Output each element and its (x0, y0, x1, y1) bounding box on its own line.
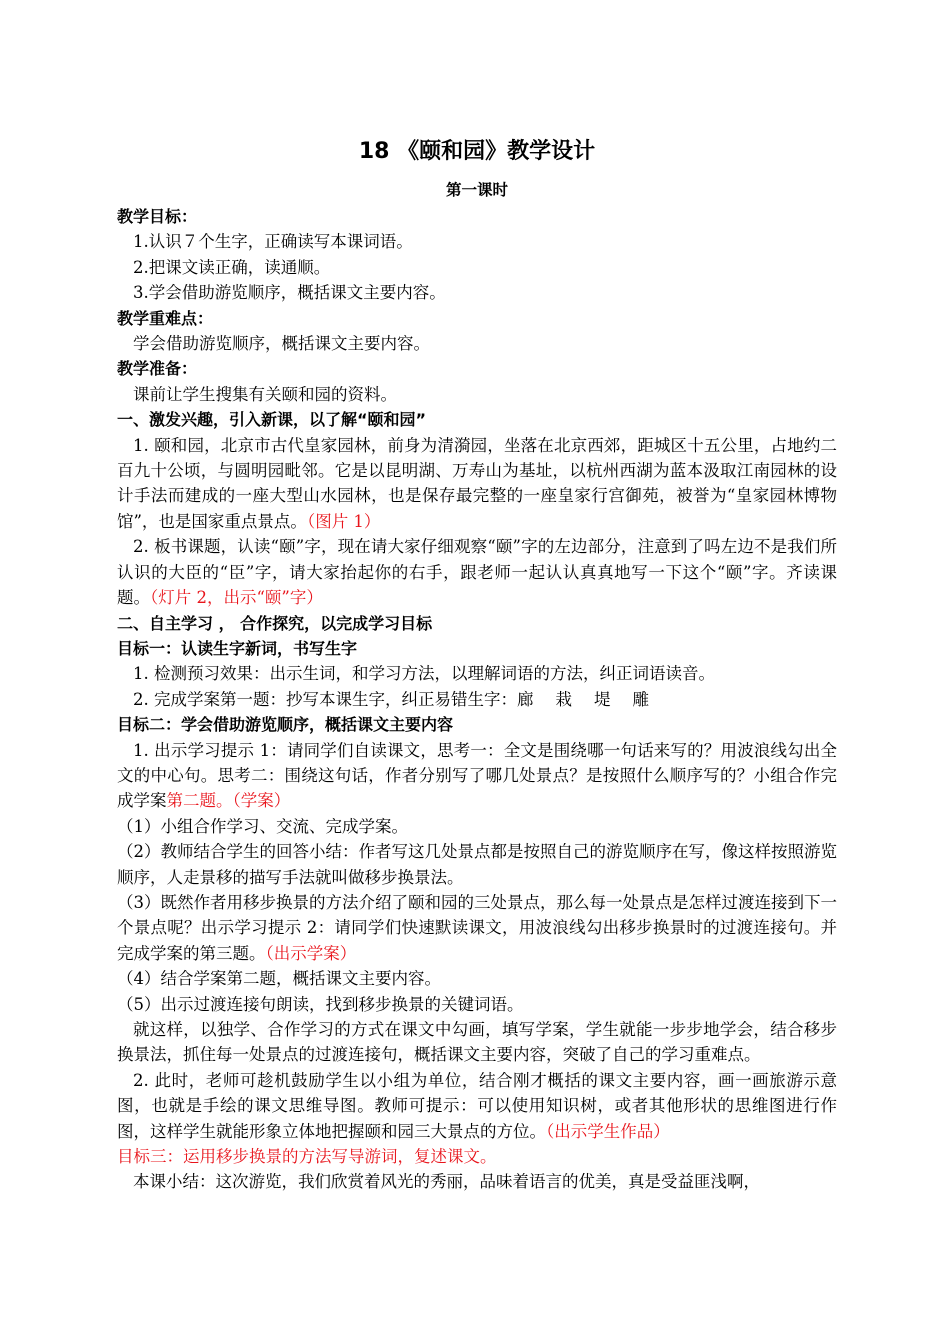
key-points-heading: 教学重难点： (117, 308, 214, 328)
part2-heading: 二、自主学习 ， 合作探究，以完成学习目标 (117, 613, 433, 633)
paragraph: 就这样，以独学、合作学习的方式在课文中勾画，填写学案，学生就能一步步地学会，结合移步换景法，抓住每一处景点的过渡连接句，概括课文主要内容，突破了自己的学习重难点。 (117, 1020, 837, 1065)
goal-item: 1.认识７个生字，正确读写本课词语。 (133, 232, 413, 252)
annotation-red: （出示学案） (265, 943, 357, 963)
paragraph: 2. 完成学案第一题：抄写本课生字，纠正易错生字：廊 栽 堤 雕 (133, 689, 649, 709)
step-item: （3）既然作者用移步换景的方法介绍了颐和园的三处景点，那么每一处景点是怎样过渡连接到下一个景点呢？出示学习提示 2：请同学们快速默读课文，用波浪线勾出移步换景时的过渡连接句。并完成学案的第三题。（出示学案） (117, 892, 837, 963)
step-item: （2）教师结合学生的回答小结：作者写这几处景点都是按照自己的游览顺序在写，像这样按照游览顺序，人走景移的描写手法就叫做移步换景法。 (117, 842, 837, 887)
goal-item: 3.学会借助游览顺序，概括课文主要内容。 (133, 283, 446, 303)
lesson-label: 第一课时 (445, 181, 508, 199)
prep-text: 课前让学生搜集有关颐和园的资料。 (133, 384, 397, 404)
paragraph: 1. 颐和园，北京市古代皇家园林，前身为清漪园，坐落在北京西郊，距城区十五公里，占地约二百九十公顷，与圆明园毗邻。它是以昆明湖、万寿山为基址，以杭州西湖为蓝本汲取江南园林的设计手法而建成的一座大型山水园林，也是保存最完整的一座皇家行宫御苑，被誉为“皇家园林博物馆”，也是国家重点景点。（图片 1） (117, 435, 837, 531)
step-item: （4）结合学案第二题，概括课文主要内容。 (117, 969, 441, 989)
key-points-text: 学会借助游览顺序，概括课文主要内容。 (133, 334, 430, 354)
char: 堤 (594, 689, 611, 709)
document-page (117, 132, 837, 1195)
part1-heading: 一、激发兴趣，引入新课，以了解“颐和园” (117, 410, 427, 430)
paragraph: 本课小结：这次游览，我们欣赏着风光的秀丽，品味着语言的优美，真是受益匪浅啊， (133, 1172, 760, 1192)
page-title: 18 《颐和园》教学设计 (358, 139, 596, 164)
annotation-red: （出示学生作品） (546, 1121, 670, 1141)
paragraph: 2. 板书课题，认读“颐”字，现在请大家仔细观察“颐”字的左边部分，注意到了吗左边不是我们所认识的大臣的“臣”字，请大家抬起你的右手，跟老师一起认认真真地写一下这个“颐”字。齐读课题。（灯片 2，出示“颐”字） (117, 537, 837, 608)
annotation-red: 第二题。（学案） (166, 791, 291, 811)
goal2-heading: 目标二：学会借助游览顺序，概括课文主要内容 (117, 715, 454, 735)
paragraph: 1. 出示学习提示 1：请同学们自读课文，思考一：全文是围绕哪一句话来写的？用波浪线勾出全文的中心句。思考二：围绕这句话，作者分别写了哪几处景点？是按照什么顺序写的？小组合作完成学案第二题。（学案） (117, 740, 837, 811)
step-item: （1）小组合作学习、交流、完成学案。 (117, 816, 408, 836)
goals-heading: 教学目标： (117, 207, 198, 226)
step-item: （5）出示过渡连接句朗读，找到移步换景的关键词语。 (117, 994, 524, 1014)
char: 廊 (517, 689, 534, 709)
paragraph: 1. 检测预习效果：出示生词，和学习方法，以理解词语的方法，纠正词语读音。 (133, 664, 715, 684)
annotation-red: （灯片 2，出示“颐”字） (150, 588, 323, 608)
char: 栽 (555, 689, 572, 709)
char: 雕 (632, 689, 649, 709)
goal-item: 2.把课文读正确，读通顺。 (133, 257, 331, 277)
annotation-red: （图片 1） (306, 511, 381, 531)
paragraph: 2. 此时，老师可趁机鼓励学生以小组为单位，结合刚才概括的课文主要内容，画一画旅游示意图，也就是手绘的课文思维导图。教师可提示：可以使用知识树，或者其他形状的思维图进行作图，这样学生就能形象立体地把握颐和园三大景点的方位。（出示学生作品） (117, 1070, 837, 1141)
prep-heading: 教学准备： (117, 359, 198, 379)
goal1-heading: 目标一：认读生字新词，书写生字 (117, 638, 358, 658)
goal3-heading: 目标三：运用移步换景的方法写导游词，复述课文。 (117, 1147, 497, 1167)
